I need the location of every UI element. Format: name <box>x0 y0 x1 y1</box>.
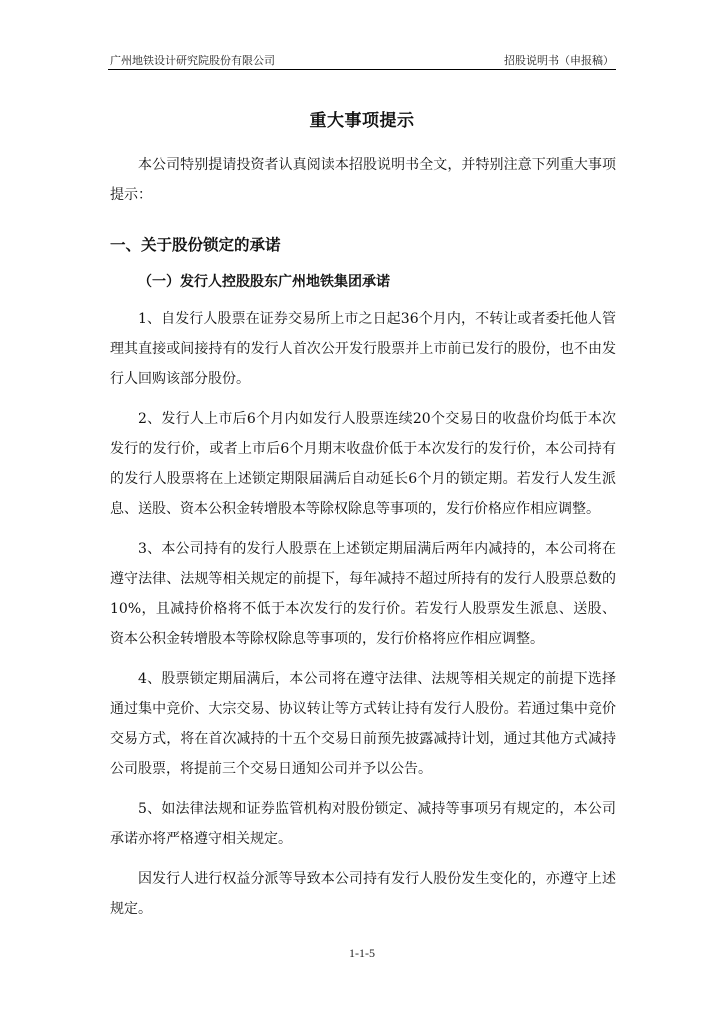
page-title: 重大事项提示 <box>309 111 415 131</box>
subsection-heading: （一）发行人控股股东广州地铁集团承诺 <box>138 274 390 290</box>
commitment-paragraph-3: 3、本公司持有的发行人股票在上述锁定期届满后两年内减持的，本公司将在遵守法律、法规等相关规定的前提下，每年减持不超过所持有的发行人股票总数的10%，且减持价格将不低于本次发行的发行价。若发行人股票发生派息、送股、资本公积金转增股本等除权除息等事项的，发行价格将应作相应调整。 <box>110 541 616 647</box>
header-document-type: 招股说明书（申报稿） <box>504 54 614 67</box>
section-heading: 一、关于股份锁定的承诺 <box>110 236 281 254</box>
header-divider <box>108 69 616 70</box>
closing-paragraph: 因发行人进行权益分派等导致本公司持有发行人股份发生变化的，亦遵守上述规定。 <box>110 871 616 917</box>
commitment-paragraph-1: 1、自发行人股票在证券交易所上市之日起36个月内，不转让或者委托他人管理其直接或间接持有的发行人首次公开发行股票并上市前已发行的股份，也不由发行人回购该部分股份。 <box>110 311 616 387</box>
commitment-paragraph-4: 4、股票锁定期届满后，本公司将在遵守法律、法规等相关规定的前提下选择通过集中竞价、大宗交易、协议转让等方式转让持有发行人股份。若通过集中竞价交易方式，将在首次减持的十五个交易日前预先披露减持计划，通过其他方式减持公司股票，将提前三个交易日通知公司并予以公告。 <box>110 671 616 777</box>
page-number: 1-1-5 <box>349 946 375 960</box>
header-company-name: 广州地铁设计研究院股份有限公司 <box>110 54 275 67</box>
intro-paragraph: 本公司特别提请投资者认真阅读本招股说明书全文，并特别注意下列重大事项提示： <box>110 157 616 203</box>
page-header <box>110 50 614 68</box>
commitment-paragraph-2: 2、发行人上市后6个月内如发行人股票连续20个交易日的收盘价均低于本次发行的发行价，或者上市后6个月期末收盘价低于本次发行的发行价，本公司持有的发行人股票将在上述锁定期限届满后自动延长6个月的锁定期。若发行人发生派息、送股、资本公积金转增股本等除权除息等事项的，发行价格应作相应调整。 <box>110 411 616 517</box>
document-body <box>110 150 616 934</box>
commitment-paragraph-5: 5、如法律法规和证券监管机构对股份锁定、减持等事项另有规定的，本公司承诺亦将严格遵守相关规定。 <box>110 801 616 847</box>
